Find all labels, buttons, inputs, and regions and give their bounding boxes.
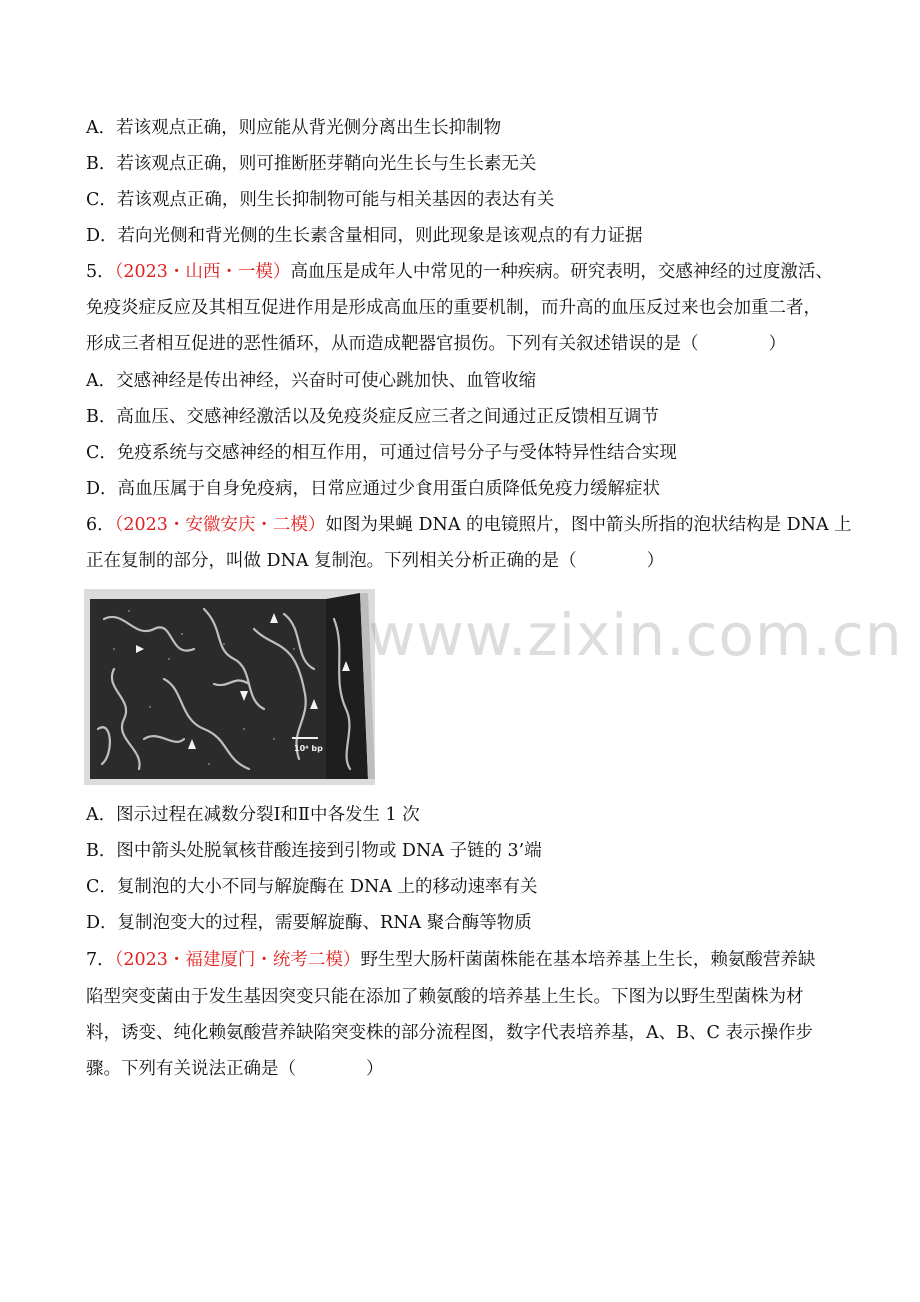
q4-option-b: B．若该观点正确，则可推断胚芽鞘向光生长与生长素无关 (86, 154, 537, 174)
scale-bar-label: 10⁴ bp (294, 744, 323, 753)
q6-option-a: A．图示过程在减数分裂Ⅰ和Ⅱ中各发生 1 次 (86, 805, 420, 825)
q6-source: （2023・安徽安庆・二模） (114, 515, 326, 535)
q7-stem-line-1: 7．（2023・福建厦门・统考二模）野生型大肠杆菌菌株能在基本培养基上生长，赖氨酸营养缺 (86, 950, 816, 970)
q7-stem-line-3: 料，诱变、纯化赖氨酸营养缺陷突变株的部分流程图，数字代表培养基，A、B、C 表示操作步 (86, 1023, 813, 1043)
q6-stem-line-2: 正在复制的部分，叫做 DNA 复制泡。下列相关分析正确的是（ ） (86, 551, 665, 571)
q6-number: 6． (86, 515, 115, 535)
q6-option-d: D．复制泡变大的过程，需要解旋酶、RNA 聚合酶等物质 (86, 913, 532, 933)
q5-option-d: D．高血压属于自身免疫病，日常应通过少食用蛋白质降低免疫力缓解症状 (86, 479, 661, 499)
q5-option-b: B．高血压、交感神经激活以及免疫炎症反应三者之间通过正反馈相互调节 (86, 407, 659, 427)
q4-option-c: C．若该观点正确，则生长抑制物可能与相关基因的表达有关 (86, 190, 555, 210)
q7-stem-line-2: 陷型突变菌由于发生基因突变只能在添加了赖氨酸的培养基上生长。下图为以野生型菌株为材 (86, 987, 804, 1007)
q7-number: 7． (86, 950, 115, 970)
q5-source: （2023・山西・一模） (114, 262, 291, 282)
q5-option-c: C．免疫系统与交感神经的相互作用，可通过信号分子与受体特异性结合实现 (86, 443, 677, 463)
q6-option-c: C．复制泡的大小不同与解旋酶在 DNA 上的移动速率有关 (86, 877, 538, 897)
q6-option-b: B．图中箭头处脱氧核苷酸连接到引物或 DNA 子链的 3’端 (86, 841, 542, 861)
watermark: www.zixin.com.cn (368, 601, 903, 669)
dna-micrograph (84, 589, 375, 785)
q4-option-d: D．若向光侧和背光侧的生长素含量相同，则此现象是该观点的有力证据 (86, 226, 643, 246)
q6-stem-line-1: 6．（2023・安徽安庆・二模）如图为果蝇 DNA 的电镜照片，图中箭头所指的泡状结构是 DNA 上 (86, 515, 852, 535)
q5-stem-line-1: 5．（2023・山西・一模）高血压是成年人中常见的一种疾病。研究表明，交感神经的过度激活、 (86, 262, 833, 282)
q5-option-a: A．交感神经是传出神经，兴奋时可使心跳加快、血管收缩 (86, 371, 537, 391)
q5-stem-line-2: 免疫炎症反应及其相互促进作用是形成高血压的重要机制，而升高的血压反过来也会加重二者， (86, 298, 821, 318)
q7-source: （2023・福建厦门・统考二模） (114, 950, 361, 970)
q7-stem-line-4: 骤。下列有关说法正确是（ ） (86, 1059, 384, 1079)
q4-option-a: A．若该观点正确，则应能从背光侧分离出生长抑制物 (86, 118, 502, 138)
q5-stem-line-3: 形成三者相互促进的恶性循环，从而造成靶器官损伤。下列有关叙述错误的是（ ） (86, 334, 786, 354)
q5-number: 5． (86, 262, 115, 282)
